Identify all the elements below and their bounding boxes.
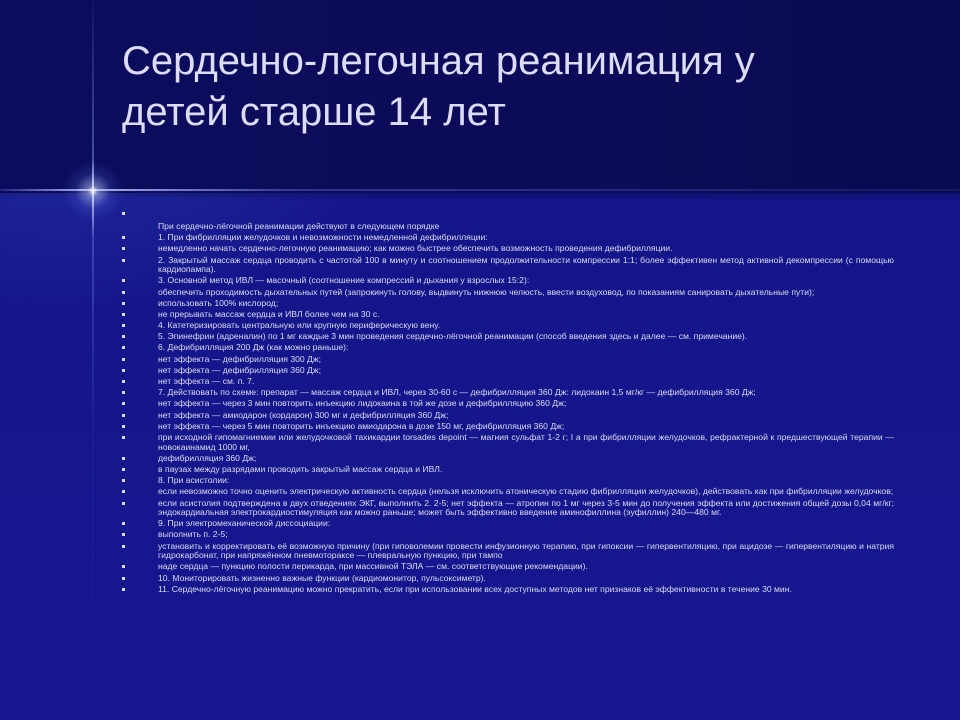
list-item [122, 562, 894, 572]
list-item [122, 388, 894, 398]
list-item-text: использовать 100% кислород; [158, 297, 279, 308]
list-item [122, 411, 894, 421]
bullet-icon [122, 324, 125, 327]
bullet-icon [122, 358, 125, 361]
bullet-icon [122, 279, 125, 282]
list-item-text: наде сердца — пункцию полости перикарда, при массивной ТЭЛА — см. соответствующие рекомендации). [158, 561, 588, 572]
list-item-text: немедленно начать сердечно-легочную реанимацию; как можно быстрее обеспечить возможность проведения дефибрилляции. [158, 243, 673, 254]
bullet-icon [122, 313, 125, 316]
list-item-text: 11. Сердечно-лёгочную реанимацию можно прекратить, если при использовании всех доступных методов нет признаков её эффективности в течение 30 мин. [158, 583, 792, 594]
list-item [122, 321, 894, 331]
bullet-icon [122, 425, 125, 428]
bullet-icon [122, 335, 125, 338]
list-item-text: если асистолия подтверждена в двух отведениях ЭКГ, выполнить 2. 2-5; нет эффекта — атропин по 1 мг через 3-5 мин до получения эффекта или достижения общей дозы 0,04 мг/кг; эндокардиальная электрокардиостимуляция как можно раньше; может быть эффективно введение аминофиллина (эуфиллин) 240—480 мг. [158, 497, 894, 518]
bullet-icon [122, 577, 125, 580]
slide-title-line-2: детей старше 14 лет [122, 90, 506, 134]
list-item-text: нет эффекта — амиодарон (кордарон) 300 мг и дефибрилляция 360 Дж; [158, 409, 449, 420]
list-item-text: нет эффекта — дефибрилляция 360 Дж; [158, 364, 322, 375]
list-item [122, 299, 894, 309]
list-item-text: нет эффекта — дефибрилляция 300 Дж; [158, 353, 322, 364]
bullet-icon [122, 522, 125, 525]
list-item-text: 3. Основной метод ИВЛ — масочный (соотношение компрессий и дыхания у взрослых 15:2): [158, 275, 530, 286]
list-item [122, 585, 894, 595]
list-item [122, 454, 894, 464]
list-item [122, 422, 894, 432]
bullet-icon [122, 302, 125, 305]
list-item [122, 310, 894, 320]
list-item-text: при исходной гипомагниемии или желудочковой тахикардии torsades depoint — магния сульфат 1-2 г; I а при фибрилляции желудочков, рефрактерной к предшествующей терапии — новокаинамид 1000 мг, [158, 431, 894, 452]
list-item [122, 399, 894, 409]
list-item-text: дефибрилляция 360 Дж; [158, 452, 257, 463]
decorative-flare-glow [62, 160, 124, 222]
bullet-icon [122, 490, 125, 493]
list-item [122, 433, 894, 452]
list-item [122, 519, 894, 529]
decorative-flare-vertical [92, 0, 94, 720]
list-item [122, 487, 894, 497]
bullet-icon [122, 369, 125, 372]
list-item-text: 8. При асистолии: [158, 475, 230, 486]
bullet-icon [122, 533, 125, 536]
list-item [122, 355, 894, 365]
list-item-text: нет эффекта — через 3 мин повторить инъекцию лидокаина в той же дозе и дефибрилляцию 360 Дж; [158, 398, 567, 409]
slide-title [122, 36, 922, 138]
bullet-icon [122, 436, 125, 439]
list-item-text: 4. Катетеризировать центральную или крупную периферическую вену. [158, 320, 441, 331]
list-item [122, 499, 894, 518]
list-item [122, 256, 894, 275]
list-item-text: При сердечно-лёгочной реанимации действуют в следующем порядке [158, 221, 440, 231]
bullet-icon [122, 291, 125, 294]
list-item [122, 212, 894, 232]
list-item-text: не прерывать массаж сердца и ИВЛ более чем на 30 с. [158, 308, 380, 319]
bullet-icon [122, 468, 125, 471]
list-item [122, 244, 894, 254]
bullet-icon [122, 502, 125, 505]
list-item [122, 332, 894, 342]
list-item [122, 233, 894, 243]
list-item [122, 276, 894, 286]
list-item-text: 10. Мониторировать жизненно важные функции (кардиомонитор, пульсоксиметр). [158, 572, 486, 583]
decorative-flare-horizontal [0, 189, 960, 191]
list-item-text: 7. Действовать по схеме: препарат — массаж сердца и ИВЛ, через 30-60 с — дефибрилляция 360 Дж: лидокаин 1,5 мг/кг — дефибрилляция 360 Дж; [158, 387, 756, 398]
slide-title-line-1: Сердечно-легочная реанимация у [122, 39, 755, 83]
list-item-text: установить и корректировать её возможную причину (при гиповолемии провести инфузионную терапию, при гипоксии — гипервентиляцию, при ацидозе — гипервентиляцию и натрия гидрокарбонат, при напряжённом пневмотораксе — плевральную пункцию, при тампо [158, 540, 894, 561]
list-item-text: нет эффекта — через 5 мин повторить инъекцию амиодарона в дозе 150 мг, дефибрилляция 360 Дж; [158, 420, 565, 431]
bullet-icon [122, 380, 125, 383]
list-item [122, 530, 894, 540]
list-item-text: 9. При электромеханической диссоциации: [158, 518, 331, 529]
bullet-icon [122, 588, 125, 591]
bullet-icon [122, 346, 125, 349]
list-item [122, 476, 894, 486]
bullet-icon [122, 212, 125, 215]
bullet-icon [122, 236, 125, 239]
list-item [122, 465, 894, 475]
list-item-text: если невозможно точно оценить электрическую активность сердца (нельзя исключить атоническую стадию фибрилляции желудочков), действовать как при фибрилляции желудочков; [158, 486, 894, 497]
bullet-icon [122, 247, 125, 250]
list-item [122, 288, 894, 298]
list-item-text: в паузах между разрядами проводить закрытый массаж сердца и ИВЛ. [158, 463, 443, 474]
list-item-text: выполнить п. 2-5; [158, 529, 228, 540]
list-item [122, 366, 894, 376]
bullet-icon [122, 259, 125, 262]
list-item-text: 2. Закрытый массаж сердца проводить с частотой 100 в минуту и соотношением продолжительности компрессии 1:1; более эффективен метод активной декомпрессии (с помощью кардиопампа). [158, 254, 894, 275]
list-item [122, 542, 894, 561]
bullet-icon [122, 414, 125, 417]
list-item-text: нет эффекта — см. п. 7. [158, 376, 255, 387]
bullet-icon [122, 391, 125, 394]
bullet-icon [122, 479, 125, 482]
bullet-list [122, 212, 894, 596]
list-item-text: 1. При фибрилляции желудочков и невозможности немедленной дефибрилляции: [158, 232, 488, 243]
bullet-icon [122, 402, 125, 405]
list-item [122, 377, 894, 387]
bullet-icon [122, 565, 125, 568]
list-item-text: 6. Дефибрилляция 200 Дж (как можно раньше): [158, 342, 349, 353]
list-item-text: 5. Эпинефрин (адреналин) по 1 мг каждые 3 мин проведения сердечно-лёгочной реанимации (способ введения здесь и далее — см. примечание). [158, 331, 748, 342]
list-item [122, 574, 894, 584]
list-item [122, 343, 894, 353]
list-item-text: обеспечить проходимость дыхательных путей (запрокинуть голову, выдвинуть нижнюю челюсть, ввести воздуховод, по показаниям санировать дыхательные пути); [158, 286, 815, 297]
bullet-icon [122, 545, 125, 548]
bullet-icon [122, 457, 125, 460]
